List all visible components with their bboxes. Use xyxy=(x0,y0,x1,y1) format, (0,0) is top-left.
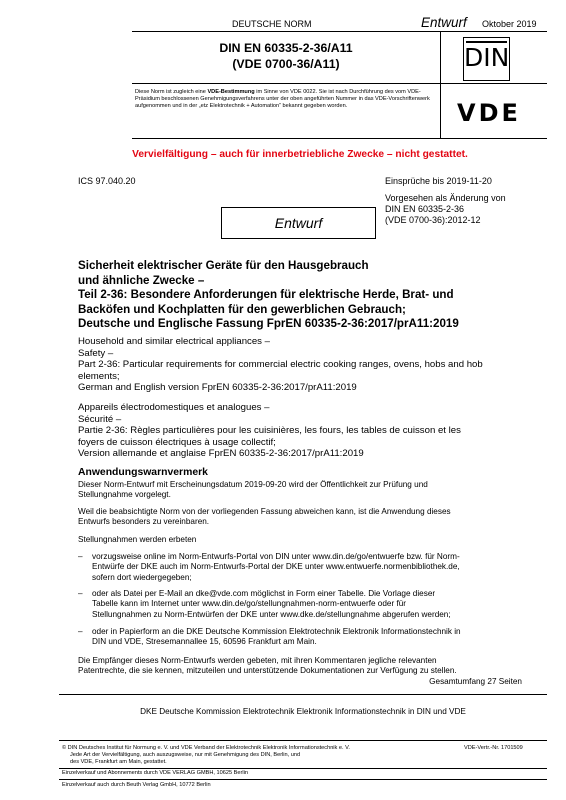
list-line: Stellungnahmen zu Norm-Entwürfen der DKE unter www.dke.de/stellungnahme abgerufen werden; xyxy=(92,609,451,619)
title-fr-line: Sécurité – xyxy=(78,413,122,425)
vde-note-text: Diese Norm ist zugleich eine xyxy=(135,89,208,95)
copyright-line: © DIN Deutsches Institut für Normung e. V. und VDE Verband der Elektrotechnik Elektronik Informationstechnik e. V. xyxy=(62,745,350,751)
copyright-line: des VDE, Frankfurt am Main, gestattet. xyxy=(70,759,167,765)
title-fr-line: foyers de cuisson électriques à usage collectif; xyxy=(78,436,276,448)
draft-status: Entwurf xyxy=(421,15,467,30)
dke-line: DKE Deutsche Kommission Elektrotechnik Elektronik Informationstechnik in DIN und VDE xyxy=(140,707,466,716)
list-text xyxy=(92,552,518,583)
note-line: Weil die beabsichtigte Norm von der vorliegenden Fassung abweichen kann, ist die Anwendung dieses xyxy=(78,507,451,516)
sales-vde: Einzelverkauf und Abonnements durch VDE VERLAG GMBH, 10625 Berlin xyxy=(62,770,248,776)
sales-beuth: Einzelverkauf auch durch Beuth Verlag GmbH, 10772 Berlin xyxy=(62,782,211,788)
intended-change-line: (VDE 0700-36):2012-12 xyxy=(385,215,481,226)
vde-note-rest: im Sinne von VDE 0022. Sie ist nach Durchführung des vom VDE-Präsidium beschlossenen Genehmigungsverfahrens unter der oben angeführten Nummer in das VDE-Vorschriftenwerk aufgenommen und in der „etz Elektrotechnik + Automation“ bekannt gegeben worden. xyxy=(135,89,430,110)
din-logo xyxy=(463,37,510,81)
title-de-line: Deutsche und Englische Fassung FprEN 60335-2-36:2017/prA11:2019 xyxy=(78,317,459,331)
list-line: oder in Papierform an die DKE Deutsche Kommission Elektrotechnik Elektronik Informationstechnik in xyxy=(92,627,461,636)
list-item-paper xyxy=(78,627,518,648)
norm-type: DEUTSCHE NORM xyxy=(232,19,312,29)
title-en-line: Safety – xyxy=(78,347,114,359)
note-paragraph-2 xyxy=(78,507,528,528)
intended-change-line: Vorgesehen als Änderung von xyxy=(385,193,506,203)
title-fr-line: Version allemande et anglaise FprEN 60335-2-36:2017/prA11:2019 xyxy=(78,448,364,459)
logo-separator xyxy=(440,31,441,138)
title-english xyxy=(78,336,548,394)
din-logo-text: DIN xyxy=(464,43,510,72)
title-fr-line: Partie 2-36: Règles particulières pour les cuisinières, les fours, les tables de cuisson et les xyxy=(78,425,461,436)
note-paragraph-4 xyxy=(78,656,528,677)
title-de-line: Sicherheit elektrischer Geräte für den Hausgebrauch xyxy=(78,259,369,272)
title-en-line: Household and similar electrical appliances – xyxy=(78,336,270,347)
copyright-notice xyxy=(62,745,442,766)
title-de-line: Teil 2-36: Besondere Anforderungen für elektrische Herde, Brat- und xyxy=(78,288,454,302)
vde-note xyxy=(135,89,435,111)
designation-line1: DIN EN 60335-2-36/A11 xyxy=(219,41,353,55)
issue-date: Oktober 2019 xyxy=(482,19,537,29)
copy-notice: Vervielfältigung – auch für innerbetriebliche Zwecke – nicht gestattet. xyxy=(132,149,468,160)
note-heading: Anwendungswarnvermerk xyxy=(78,467,208,478)
copyright-line: Jede Art der Vervielfältigung, auch auszugsweise, nur mit Genehmigung des DIN, Berlin, und xyxy=(70,752,301,758)
list-line: sofern dort wiedergegeben; xyxy=(92,572,192,582)
title-de-line: und ähnliche Zwecke – xyxy=(78,273,205,287)
list-line: Entwürfe der DKE auch im Norm-Entwurfs-Portal der DKE unter www.entwuerfe.normenbibliothek.de, xyxy=(92,562,460,572)
title-en-line: German and English version FprEN 60335-2-36:2017/prA11:2019 xyxy=(78,382,357,393)
list-dash: – xyxy=(78,627,83,636)
order-number: VDE-Vertr.-Nr. 1701509 xyxy=(464,745,523,751)
total-pages: Gesamtumfang 27 Seiten xyxy=(429,677,522,686)
note-line: Stellungnahme vorgelegt. xyxy=(78,490,171,500)
list-text xyxy=(92,589,518,620)
pre-dke-rule xyxy=(59,694,547,695)
list-line: oder als Datei per E-Mail an dke@vde.com möglichst in Form einer Tabelle. Die Vorlage dieser xyxy=(92,589,436,598)
top-rule xyxy=(132,31,547,32)
note-line: Patentrechte, die sie kennen, mitzuteilen und unterstützende Dokumentationen zur Verfügung zu stellen. xyxy=(78,666,457,676)
pre-footer-rule xyxy=(59,740,547,741)
objection-deadline: Einsprüche bis 2019-11-20 xyxy=(385,176,492,186)
list-dash: – xyxy=(78,552,83,561)
note-paragraph-3: Stellungnahmen werden erbeten xyxy=(78,535,197,544)
title-french xyxy=(78,402,548,460)
list-line: vorzugsweise online im Norm-Entwurfs-Portal von DIN unter www.din.de/go/entwuerfe bzw. für Norm- xyxy=(92,552,460,561)
note-line: Die Empfänger dieses Norm-Entwurfs werden gebeten, mit ihren Kommentaren jegliche relevanten xyxy=(78,656,437,665)
note-line: Entwurfs besonders zu vereinbaren. xyxy=(78,517,210,527)
mid-rule xyxy=(132,83,547,84)
list-item-online xyxy=(78,552,518,583)
title-en-line: elements; xyxy=(78,370,120,382)
intended-change-line: DIN EN 60335-2-36 xyxy=(385,204,465,215)
title-fr-line: Appareils électrodomestiques et analogues – xyxy=(78,402,270,413)
note-paragraph-1 xyxy=(78,480,528,501)
box-bottom-rule xyxy=(132,138,547,139)
list-item-email xyxy=(78,589,518,620)
ics-code: ICS 97.040.20 xyxy=(78,176,136,186)
note-line: Dieser Norm-Entwurf mit Erscheinungsdatum 2019-09-20 wird der Öffentlichkeit zur Prüfung und xyxy=(78,480,428,489)
footer-rule-1 xyxy=(59,768,547,769)
vde-note-bold: VDE-Bestimmung xyxy=(207,89,255,95)
list-text xyxy=(92,627,518,648)
footer-rule-2 xyxy=(59,779,547,780)
list-line: Tabelle kann im Internet unter www.din.de/go/stellungnahmen-norm-entwuerfe oder für xyxy=(92,599,407,609)
vde-logo: VDE xyxy=(457,99,521,127)
list-dash: – xyxy=(78,589,83,598)
designation xyxy=(132,41,440,72)
title-german xyxy=(78,259,548,332)
intended-change xyxy=(385,193,506,227)
draft-box-label: Entwurf xyxy=(274,215,323,231)
designation-line2: (VDE 0700-36/A11) xyxy=(232,56,340,71)
list-line: DIN und VDE, Stresemannallee 15, 60596 Frankfurt am Main. xyxy=(92,637,317,647)
title-de-line: Backöfen und Kochplatten für den gewerblichen Gebrauch; xyxy=(78,302,406,316)
title-en-line: Part 2-36: Particular requirements for commercial electric cooking ranges, ovens, hobs and hob xyxy=(78,359,483,370)
draft-box xyxy=(221,207,376,239)
